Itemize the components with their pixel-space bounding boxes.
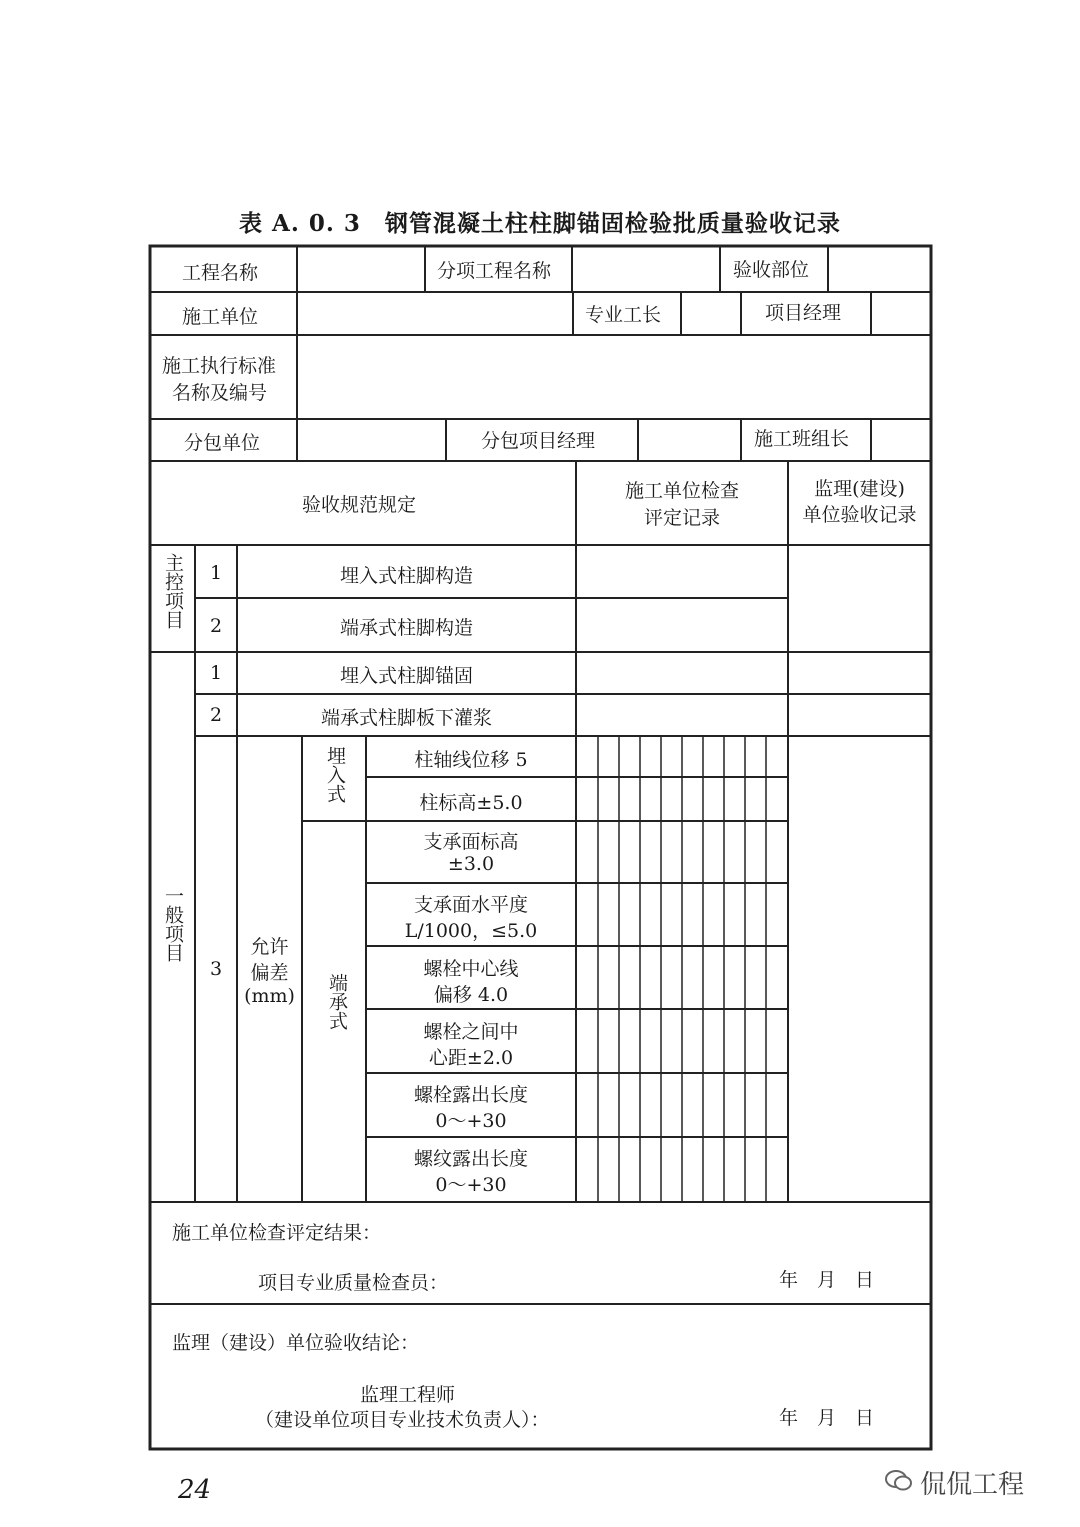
supervise-column-header-line2: 单位验收记录 bbox=[802, 504, 917, 526]
bearing-item-2-line1: 支承面水平度 bbox=[413, 894, 528, 916]
bearing-type-label: 端承式 bbox=[326, 973, 348, 1030]
foreman-label: 专业工长 bbox=[585, 304, 662, 326]
tolerance-label-line3: (mm) bbox=[244, 985, 295, 1007]
general-items-label: 一般项目 bbox=[162, 886, 184, 962]
check-column-header-line1: 施工单位检查 bbox=[624, 480, 739, 502]
table-title: 表 A. 0. 3 钢管混凝土柱柱脚锚固检验批质量验收记录 bbox=[239, 210, 841, 237]
date-2: 年 月 日 bbox=[779, 1407, 875, 1429]
construction-result-label: 施工单位检查评定结果： bbox=[172, 1222, 382, 1244]
spec-column-header: 验收规范规定 bbox=[302, 494, 417, 516]
standard-label-line1: 施工执行标准 bbox=[162, 355, 277, 377]
general-item-1-no: 1 bbox=[209, 662, 223, 684]
check-column-header-line2: 评定记录 bbox=[643, 507, 720, 529]
construction-unit-label: 施工单位 bbox=[182, 306, 259, 328]
embedded-item-1: 柱轴线位移 5 bbox=[414, 749, 528, 771]
subcontract-pm-label: 分包项目经理 bbox=[481, 430, 596, 452]
subcontract-unit-label: 分包单位 bbox=[184, 432, 261, 454]
tolerance-label-line2: 偏差 bbox=[250, 962, 289, 984]
general-item-2-text: 端承式柱脚板下灌浆 bbox=[320, 707, 492, 729]
bearing-item-6-line2: 0～+30 bbox=[435, 1174, 507, 1196]
supervise-column-header-line1: 监理(建设) bbox=[814, 478, 905, 500]
main-items-label: 主控项目 bbox=[162, 553, 184, 629]
main-item-1-no: 1 bbox=[209, 562, 223, 584]
bearing-item-3-line2: 偏移 4.0 bbox=[433, 984, 509, 1006]
page-number: 24 bbox=[178, 1475, 212, 1505]
general-item-3-no: 3 bbox=[209, 958, 223, 980]
bearing-item-3-line1: 螺栓中心线 bbox=[423, 958, 519, 980]
general-item-2-no: 2 bbox=[209, 704, 223, 726]
main-item-1-text: 埋入式柱脚构造 bbox=[339, 565, 473, 587]
sub-project-name-label: 分项工程名称 bbox=[437, 260, 552, 282]
wechat-icon bbox=[884, 1468, 914, 1494]
main-item-2-no: 2 bbox=[209, 615, 223, 637]
bearing-item-1-line2: ±3.0 bbox=[447, 853, 495, 875]
general-item-1-text: 埋入式柱脚锚固 bbox=[339, 665, 473, 687]
standard-label-line2: 名称及编号 bbox=[172, 382, 268, 404]
project-manager-label: 项目经理 bbox=[765, 302, 842, 324]
embedded-type-label: 埋入式 bbox=[324, 746, 346, 803]
embedded-item-2: 柱标高±5.0 bbox=[419, 792, 523, 814]
bearing-item-4-line1: 螺栓之间中 bbox=[423, 1021, 519, 1043]
engineer-label-line1: 监理工程师 bbox=[360, 1384, 456, 1406]
inspector-label: 项目专业质量检查员： bbox=[258, 1272, 449, 1294]
inspection-part-label: 验收部位 bbox=[733, 259, 810, 281]
bearing-item-2-line2: L/1000，≤5.0 bbox=[404, 920, 538, 942]
bearing-item-1-line1: 支承面标高 bbox=[423, 831, 519, 853]
main-item-2-text: 端承式柱脚构造 bbox=[339, 617, 473, 639]
supervision-conclusion-label: 监理（建设）单位验收结论： bbox=[172, 1332, 420, 1354]
engineer-label-line2: （建设单位项目专业技术负责人）： bbox=[255, 1409, 550, 1431]
bearing-item-6-line1: 螺纹露出长度 bbox=[413, 1148, 528, 1170]
bearing-item-4-line2: 心距±2.0 bbox=[428, 1047, 514, 1069]
project-name-label: 工程名称 bbox=[182, 262, 259, 284]
watermark-text: 侃侃工程 bbox=[920, 1470, 1025, 1500]
bearing-item-5-line2: 0～+30 bbox=[435, 1110, 507, 1132]
tolerance-label-line1: 允许 bbox=[250, 936, 289, 958]
date-1: 年 月 日 bbox=[779, 1269, 875, 1291]
bearing-item-5-line1: 螺栓露出长度 bbox=[413, 1084, 528, 1106]
team-leader-label: 施工班组长 bbox=[754, 428, 850, 450]
